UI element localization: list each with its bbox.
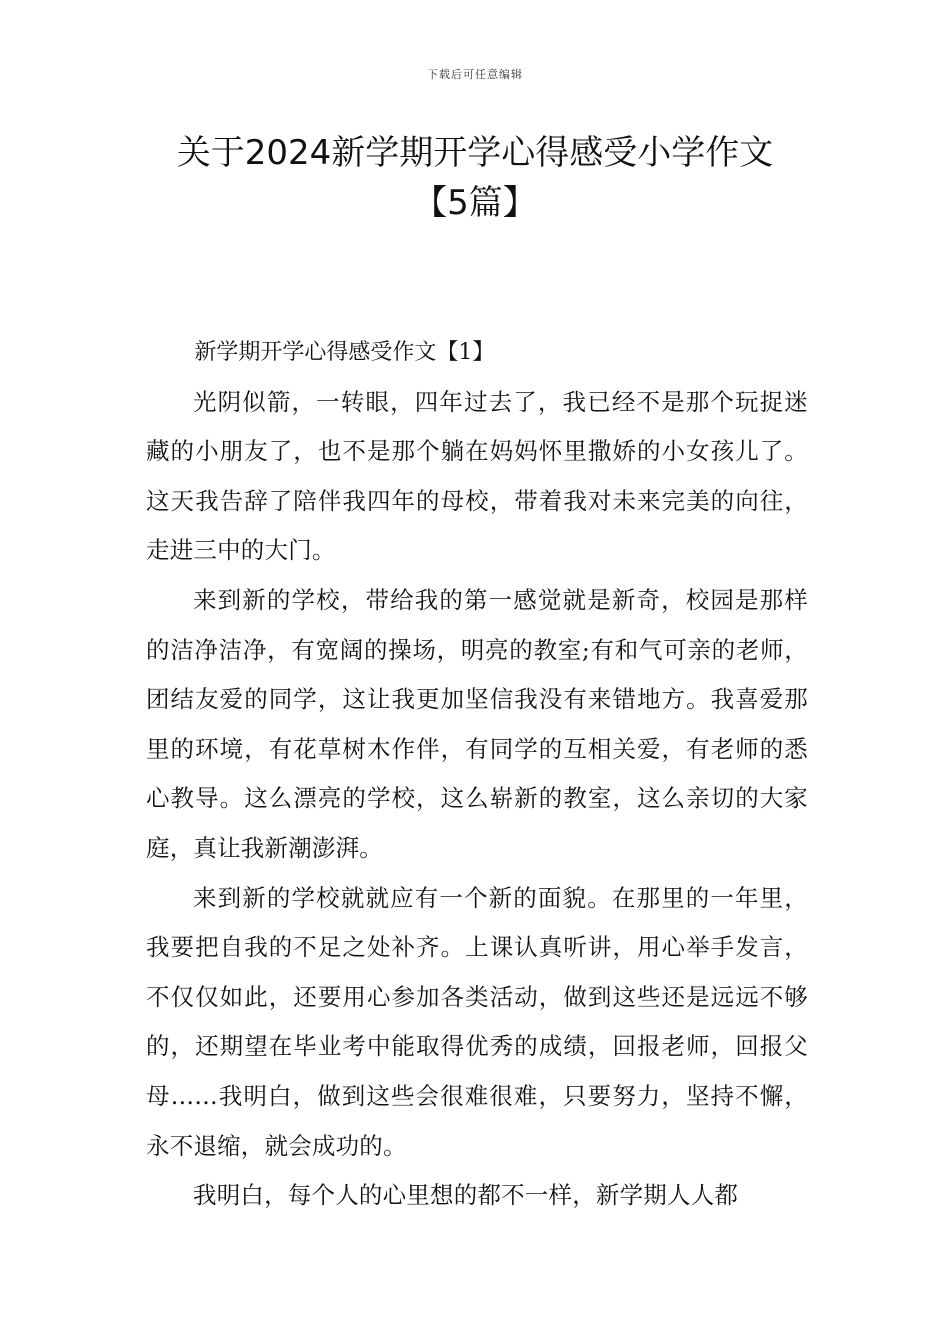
paragraph-3: 来到新的学校就就应有一个新的面貌。在那里的一年里，我要把自我的不足之处补齐。上课认真听讲，用心举手发言，不仅仅如此，还要用心参加各类活动，做到这些还是远远不够的，还期望在毕业考中能取得优秀的成绩，回报老师，回报父母……我明白，做到这些会很难很难，只要努力，坚持不懈，永不退缩，就会成功的。 <box>146 883 808 1160</box>
paragraph-4: 我明白，每个人的心里想的都不一样，新学期人人都 <box>193 1181 739 1210</box>
section-heading: 新学期开学心得感受作文【1】 <box>194 340 495 365</box>
paragraph-2: 来到新的学校，带给我的第一感觉就是新奇，校园是那样的洁净洁净，有宽阔的操场，明亮的教室;有和气可亲的老师，团结友爱的同学，这让我更加坚信我没有来错地方。我喜爱那里的环境，有花草树木作伴，有同学的互相关爱，有老师的悉心教导。这么漂亮的学校，这么崭新的教室，这么亲切的大家庭，真让我新潮澎湃。 <box>146 585 808 862</box>
title-line-1: 关于2024新学期开学心得感受小学作文 <box>176 133 774 173</box>
paragraph-1: 光阴似箭，一转眼，四年过去了，我已经不是那个玩捉迷藏的小朋友了，也不是那个躺在妈妈怀里撒娇的小女孩儿了。这天我告辞了陪伴我四年的母校，带着我对未来完美的向往，走进三中的大门。 <box>146 387 808 565</box>
header-note: 下载后可任意编辑 <box>427 68 523 81</box>
title-line-2: 【5篇】 <box>413 183 537 223</box>
article-body <box>146 328 808 1221</box>
page-title <box>60 128 890 228</box>
